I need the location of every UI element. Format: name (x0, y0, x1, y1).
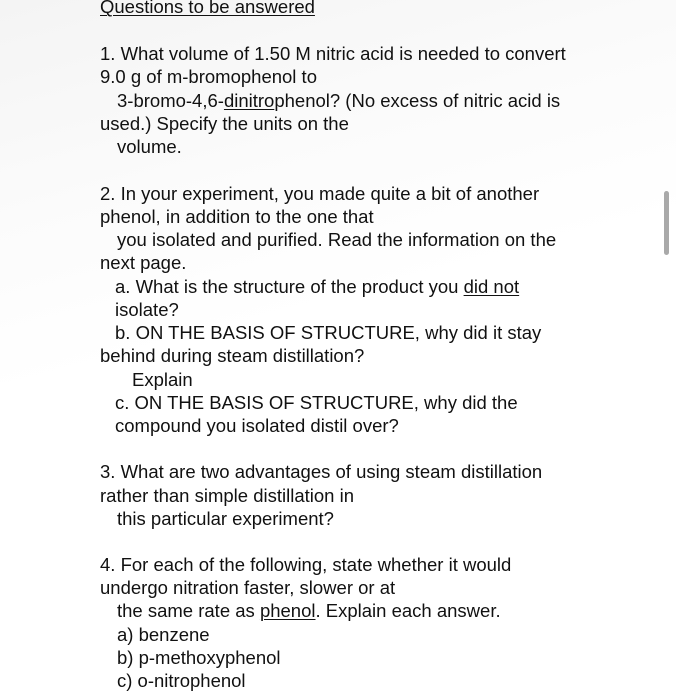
question-4-line-2: undergo nitration faster, slower or at (100, 577, 396, 598)
question-1-line-2: 9.0 g of m-bromophenol to (100, 66, 317, 87)
q2a-text: a. What is the structure of the product you (115, 276, 464, 297)
q1-text-rest: phenol? (No excess of nitric acid is (274, 90, 561, 111)
question-4-option-b: b) p-methoxyphenol (117, 647, 281, 668)
question-1-line-5: volume. (117, 136, 182, 157)
question-2-line-4: next page. (100, 252, 187, 273)
question-1-line-4: used.) Specify the units on the (100, 113, 349, 134)
question-4-line-1: 4. For each of the following, state whether it would (100, 554, 512, 575)
question-2b-line-2: behind during steam distillation? (100, 345, 365, 366)
dinitro-underlined: dinitro (223, 90, 275, 111)
q4-text: the same rate as (117, 600, 260, 621)
question-2-line-2: phenol, in addition to the one that (100, 206, 374, 227)
phenol-underlined: phenol (259, 600, 316, 621)
question-3-line-3: this particular experiment? (117, 508, 334, 529)
question-1-line-3 (117, 89, 560, 112)
question-3-line-1: 3. What are two advantages of using steam distillation (100, 461, 543, 482)
q4-text-rest: . Explain each answer. (315, 600, 501, 621)
q1-text: 3-bromo-4,6- (117, 90, 224, 111)
question-4-option-a: a) benzene (117, 624, 210, 645)
question-2b-line-1: b. ON THE BASIS OF STRUCTURE, why did it stay (115, 322, 542, 343)
question-2c-line-1: c. ON THE BASIS OF STRUCTURE, why did the (115, 392, 518, 413)
question-2-line-1: 2. In your experiment, you made quite a bit of another (100, 183, 540, 204)
question-2c-line-2: compound you isolated distil over? (115, 415, 399, 436)
question-3-line-2: rather than simple distillation in (100, 485, 354, 506)
question-2b-line-3: Explain (132, 369, 193, 390)
question-4-option-c: c) o-nitrophenol (117, 670, 246, 691)
did-not-underlined: did not (463, 276, 520, 297)
question-2-line-3: you isolated and purified. Read the information on the (117, 229, 557, 250)
question-1-line-1: 1. What volume of 1.50 M nitric acid is needed to convert (100, 43, 566, 64)
scrollbar-thumb[interactable] (664, 191, 669, 255)
question-4-line-3 (117, 599, 501, 622)
question-2a-line-2: isolate? (115, 299, 179, 320)
question-2a-line-1 (115, 275, 519, 298)
section-heading: Questions to be answered (100, 0, 315, 17)
